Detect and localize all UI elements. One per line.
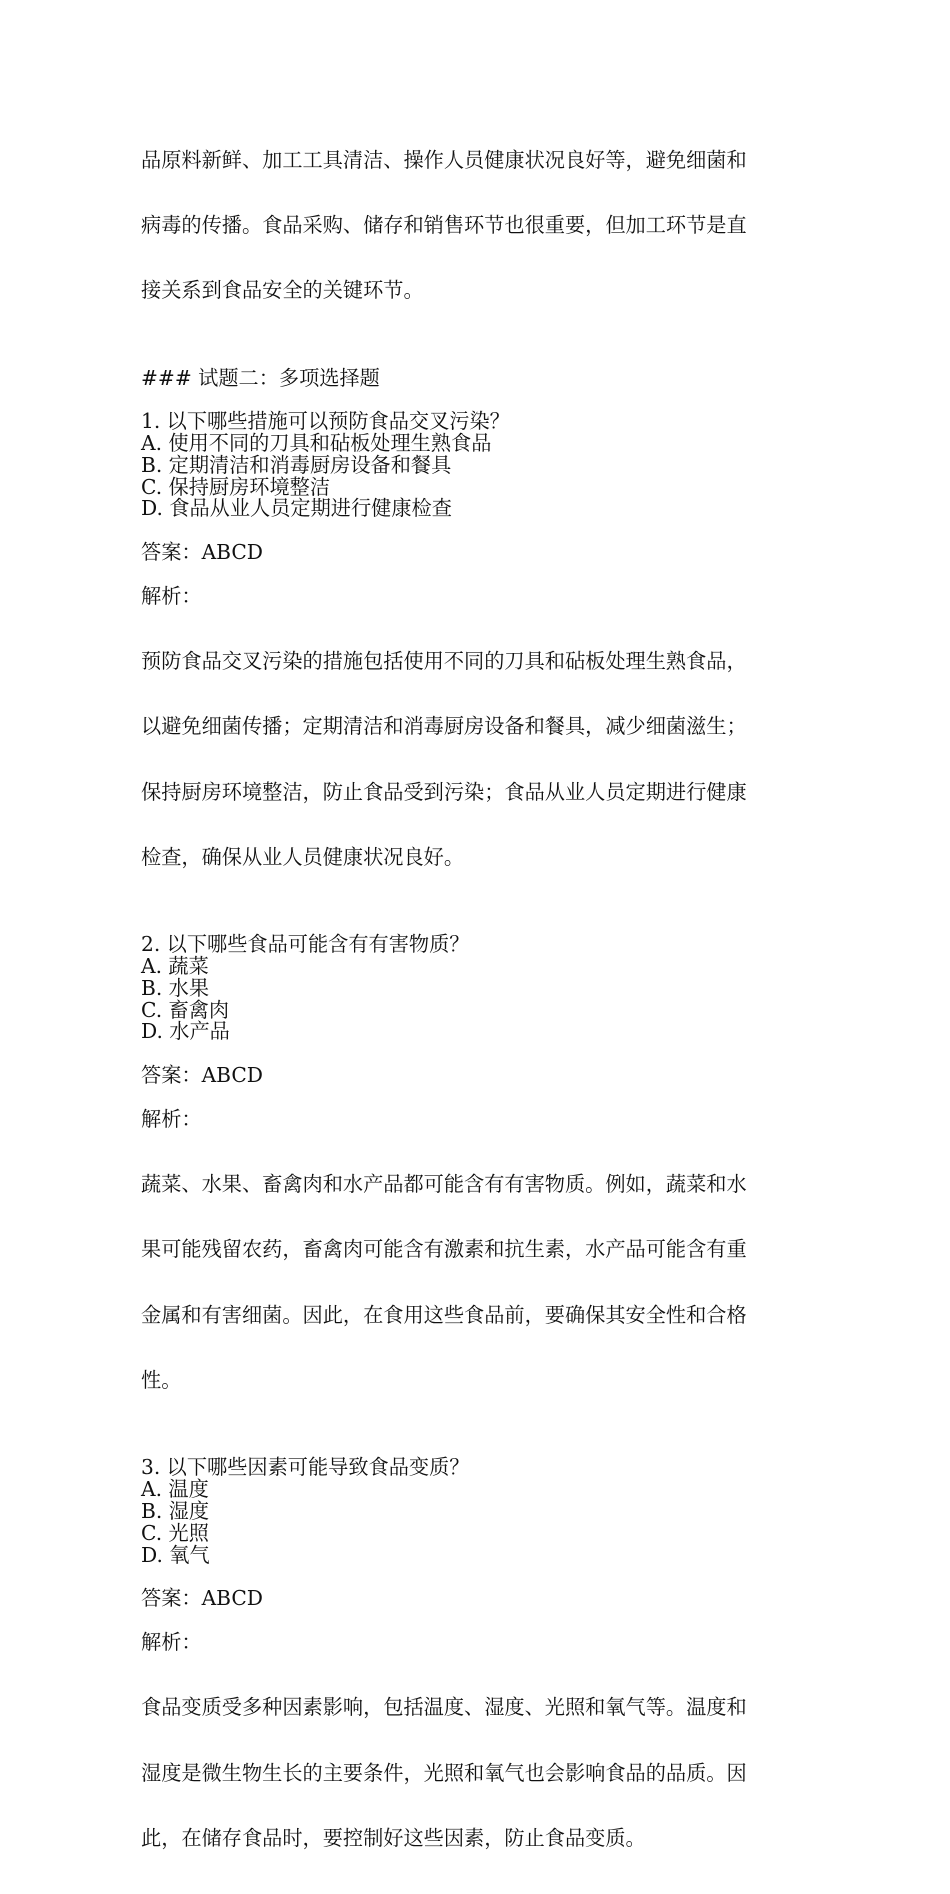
analysis-line: 性。: [141, 1368, 182, 1393]
analysis-line: 湿度是微生物生长的主要条件，光照和氧气也会影响食品的品质。因: [141, 1760, 747, 1785]
analysis-paragraph: [141, 1654, 797, 1894]
option-a: A. 温度: [141, 1477, 209, 1502]
option-a: A. 使用不同的刀具和砧板处理生熟食品: [141, 430, 492, 455]
analysis-line: 蔬菜、水果、畜禽肉和水产品都可能含有有害物质。例如，蔬菜和水: [141, 1172, 747, 1197]
option-d: D. 食品从业人员定期进行健康检查: [141, 496, 452, 521]
answer-text: 答案：ABCD: [141, 1063, 263, 1088]
analysis-line: 检查，确保从业人员健康状况良好。: [141, 845, 465, 870]
option-c: C. 光照: [141, 1520, 209, 1545]
intro-line: 病毒的传播。食品采购、储存和销售环节也很重要，但加工环节是直: [141, 212, 747, 237]
analysis-line: 果可能残留农药，畜禽肉可能含有激素和抗生素，水产品可能含有重: [141, 1237, 747, 1262]
question-text: 1. 以下哪些措施可以预防食品交叉污染？: [141, 409, 510, 434]
intro-line: 品原料新鲜、加工工具清洁、操作人员健康状况良好等，避免细菌和: [141, 147, 747, 172]
analysis-label: 解析：: [141, 1106, 202, 1131]
analysis-line: 此，在储存食品时，要控制好这些因素，防止食品变质。: [141, 1825, 646, 1850]
question-block: [141, 934, 797, 1435]
analysis-line: 保持厨房环境整洁，防止食品受到污染；食品从业人员定期进行健康: [141, 779, 747, 804]
option-c: C. 畜禽肉: [141, 997, 230, 1022]
analysis-paragraph: [141, 607, 797, 912]
question-block: [141, 411, 797, 912]
analysis-line: 预防食品交叉污染的措施包括使用不同的刀具和砧板处理生熟食品，: [141, 648, 747, 673]
analysis-line: 金属和有害细菌。因此，在食用这些食品前，要确保其安全性和合格: [141, 1302, 747, 1327]
option-d: D. 水产品: [141, 1019, 230, 1044]
document-page: [141, 106, 797, 1893]
question-text: 2. 以下哪些食品可能含有有害物质？: [141, 932, 470, 957]
option-b: B. 水果: [141, 975, 210, 1000]
intro-line: 接关系到食品安全的关键环节。: [141, 278, 424, 303]
option-c: C. 保持厨房环境整洁: [141, 474, 331, 499]
analysis-paragraph: [141, 1130, 797, 1435]
option-d: D. 氧气: [141, 1542, 210, 1567]
question-block: [141, 1457, 797, 1893]
option-a: A. 蔬菜: [141, 954, 209, 979]
option-b: B. 湿度: [141, 1499, 210, 1523]
option-b: B. 定期清洁和消毒厨房设备和餐具: [141, 452, 452, 477]
intro-paragraph: [141, 106, 797, 346]
section-heading: ### 试题二：多项选择题: [141, 365, 380, 390]
analysis-label: 解析：: [141, 583, 202, 608]
analysis-line: 食品变质受多种因素影响，包括温度、湿度、光照和氧气等。温度和: [141, 1695, 747, 1720]
question-text: 3. 以下哪些因素可能导致食品变质？: [141, 1455, 470, 1480]
answer-text: 答案：ABCD: [141, 1586, 263, 1611]
analysis-label: 解析：: [141, 1629, 202, 1654]
answer-text: 答案：ABCD: [141, 539, 263, 564]
analysis-line: 以避免细菌传播；定期清洁和消毒厨房设备和餐具，减少细菌滋生；: [141, 714, 747, 739]
